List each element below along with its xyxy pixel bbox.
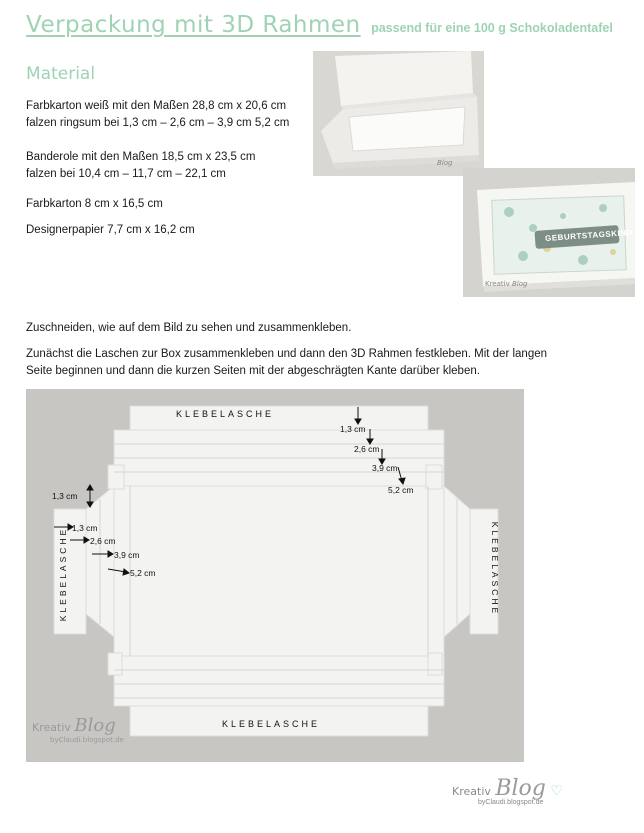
dim-label: 5,2 cm [388,485,414,495]
dim-label: 1,3 cm [340,424,366,434]
dim-label: 2,6 cm [354,444,380,454]
tab-label-top: KLEBELASCHE [176,409,275,419]
dim-label: 2,6 cm [90,536,116,546]
footer-logo [452,776,563,806]
material-block-2 [26,149,255,183]
photo-open-box [313,51,484,176]
material-heading: Material [26,64,96,84]
dim-label: 3,9 cm [372,463,398,473]
dim-label: 5,2 cm [130,568,156,578]
instruction-line: Seite beginnen und dann die kurzen Seiten mit der abgeschrägten Kante darüber kleben. [26,365,480,377]
photo-closed-box [463,168,635,297]
tab-label-right: KLEBELASCHE [490,521,501,617]
dim-label: 1,3 cm [52,491,78,501]
material-line: Designerpapier 7,7 cm x 16,2 cm [26,224,195,236]
footer-url: byClaudi.blogspot.de [478,799,544,806]
instruction-line: Zunächst die Laschen zur Box zusammenkleben und dann den 3D Rahmen festkleben. Mit der langen [26,348,548,360]
photo-watermark: Blog [437,159,453,167]
material-block-1 [26,98,289,132]
footer-script: Blog [495,776,546,801]
footer-brand: Kreativ [452,785,491,798]
material-line: Farbkarton 8 cm x 16,5 cm [26,198,163,210]
material-line: falzen ringsum bei 1,3 cm – 2,6 cm – 3,9 cm 5,2 cm [26,117,290,129]
dim-label: 1,3 cm [72,523,98,533]
material-line: Farbkarton weiß mit den Maßen 28,8 cm x 20,6 cm [26,100,287,112]
card-label: GEBURTSTAGSKIND [544,227,634,244]
instruction-paragraph [26,346,547,380]
heart-icon: ♡ [550,782,563,798]
template-photo [26,389,524,762]
instruction-line: Zuschneiden, wie auf dem Bild zu sehen und zusammenkleben. [26,322,352,334]
title-main: Verpackung mit 3D Rahmen [26,12,361,38]
material-line: Banderole mit den Maßen 18,5 cm x 23,5 cm [26,151,256,163]
template-watermark: Kreativ Blog byClaudi.blogspot.de [32,715,124,744]
page-title [26,12,613,38]
photo-watermark: Kreativ Blog [485,280,528,288]
title-subtitle: passend für eine 100 g Schokoladentafel [371,21,613,35]
tab-label-bottom: KLEBELASCHE [222,719,321,729]
dim-label: 3,9 cm [114,550,140,560]
material-line: falzen bei 10,4 cm – 11,7 cm – 22,1 cm [26,168,226,180]
tab-label-left: KLEBELASCHE [58,526,69,622]
